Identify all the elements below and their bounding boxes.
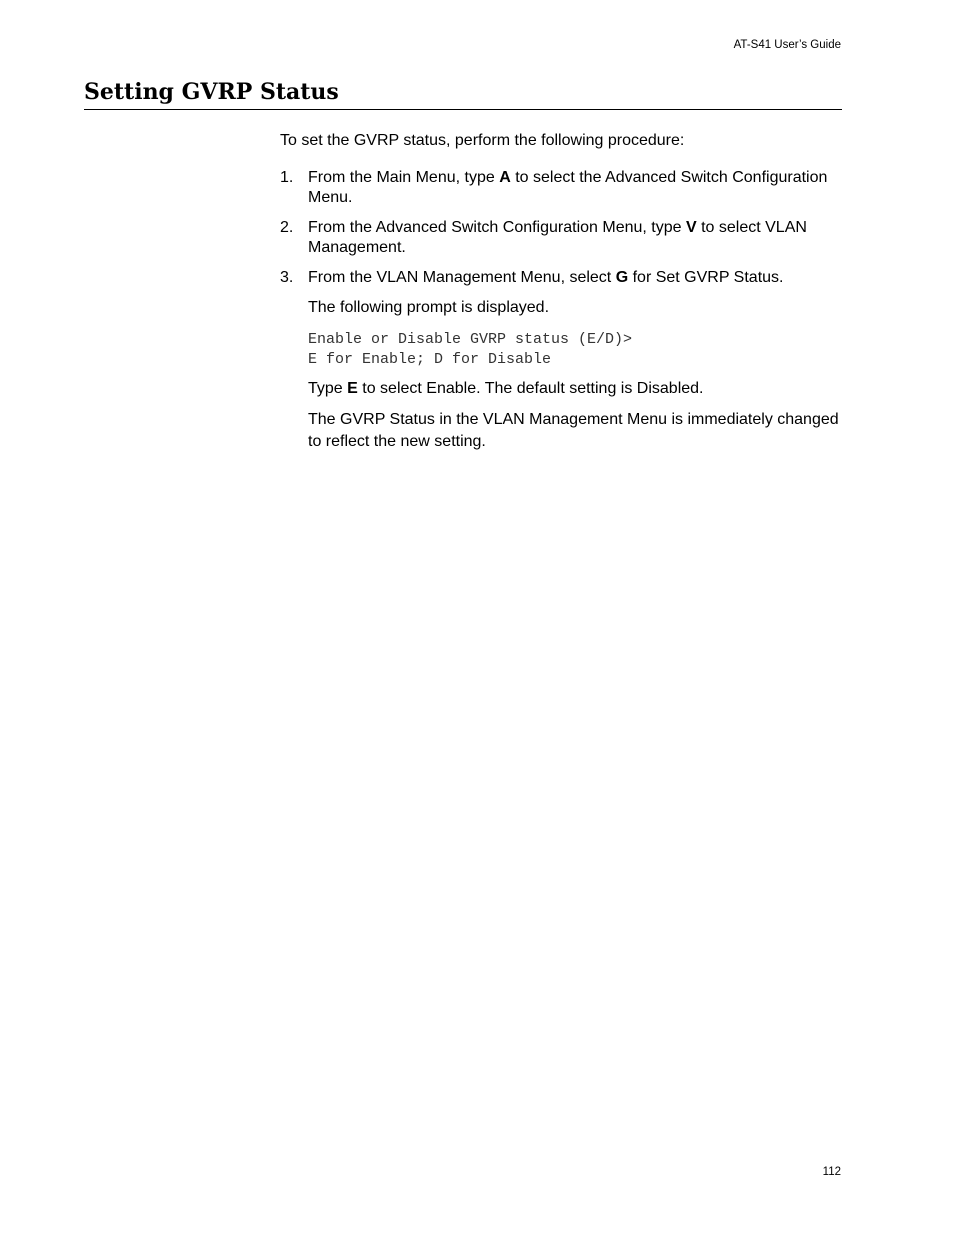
instruction-key: E xyxy=(347,380,358,397)
prompt-intro: The following prompt is displayed. xyxy=(308,299,550,316)
title-rule xyxy=(84,109,842,110)
intro-paragraph: To set the GVRP status, perform the following procedure: xyxy=(280,132,685,149)
step-number: 2. xyxy=(280,219,294,236)
prompt-line: E for Enable; D for Disable xyxy=(308,351,552,368)
step-2 xyxy=(280,218,842,258)
type-instruction xyxy=(308,378,842,400)
step-text: From the Main Menu, type xyxy=(308,169,500,186)
page-number: 112 xyxy=(822,1166,841,1178)
step-text: to select the Advanced Switch Configuration Menu. xyxy=(308,169,828,206)
instruction-text: Type xyxy=(308,380,348,397)
section-title: Setting GVRP Status xyxy=(84,79,339,105)
step-3 xyxy=(280,268,842,288)
step-text: From the Advanced Switch Configuration Menu, type xyxy=(308,219,686,236)
step-1 xyxy=(280,168,842,208)
step-text: From the VLAN Management Menu, select xyxy=(308,269,616,286)
step-number: 3. xyxy=(280,269,294,286)
step-number: 1. xyxy=(280,169,294,186)
status-note: The GVRP Status in the VLAN Management Menu is immediately changed to reflect the new setting. xyxy=(308,411,839,450)
step-text: to select VLAN Management. xyxy=(308,219,807,256)
prompt-line: Enable or Disable GVRP status (E/D)> xyxy=(308,331,633,348)
prompt-code-block xyxy=(308,330,632,370)
step-key: V xyxy=(685,219,697,236)
step-text: for Set GVRP Status. xyxy=(628,269,784,286)
instruction-text: to select Enable. The default setting is Disabled. xyxy=(357,380,704,397)
step-key: G xyxy=(615,269,629,286)
procedure-steps xyxy=(280,168,842,298)
running-header: AT-S41 User’s Guide xyxy=(733,39,841,51)
step-key: A xyxy=(499,169,511,186)
